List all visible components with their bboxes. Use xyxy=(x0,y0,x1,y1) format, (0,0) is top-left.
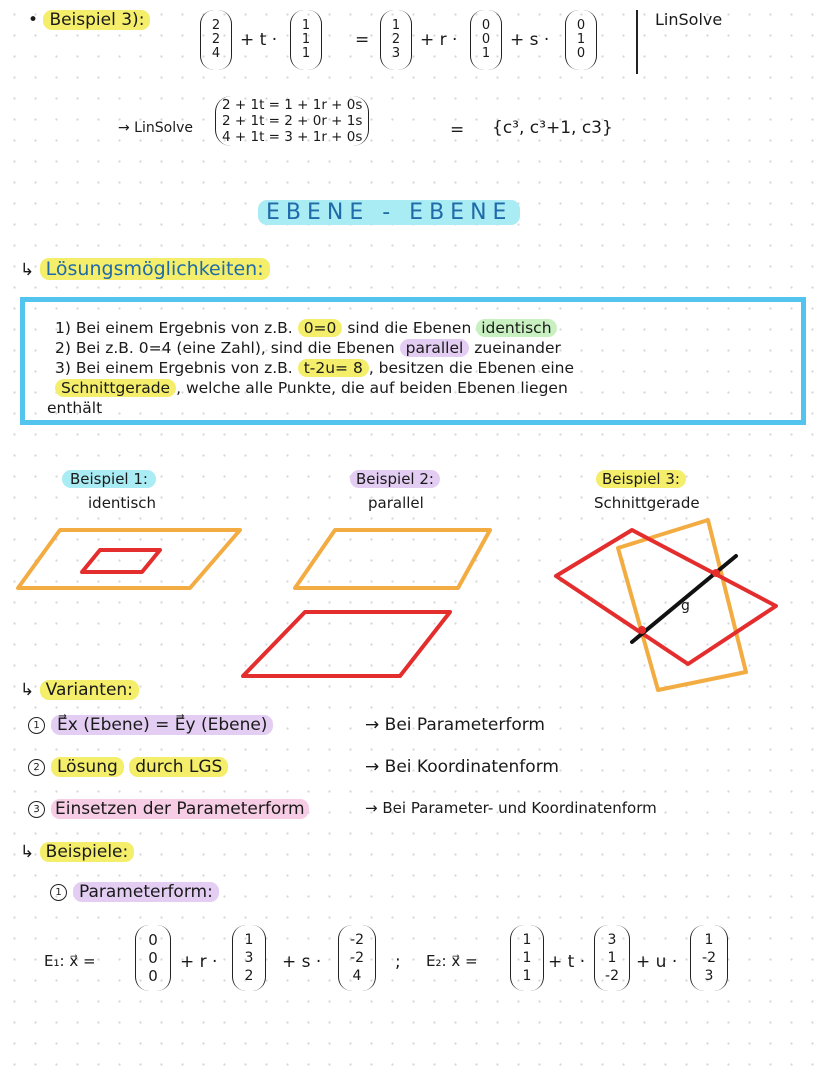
op-s: + s · xyxy=(510,30,550,50)
e2-v2-y: -2 xyxy=(702,950,716,966)
equation-2: 2 + 1t = 2 + 0r + 1s xyxy=(222,113,363,129)
vector-c-y: 2 xyxy=(391,32,401,47)
variant-2-highlight: Lösung xyxy=(51,757,124,777)
variant-2-text: durch LGS xyxy=(129,757,228,777)
variant-1 xyxy=(28,715,273,735)
number-1-icon: 1 xyxy=(50,884,67,901)
e2-v0-x: 1 xyxy=(522,932,532,948)
e1-v1-x: 1 xyxy=(244,932,254,948)
arrow-right-icon: → xyxy=(365,757,380,777)
vector-a-z: 4 xyxy=(211,46,221,61)
solution-2-text-b: zueinander xyxy=(474,339,561,357)
variant-3-text: Einsetzen der Parameterform xyxy=(51,799,309,819)
variant-2 xyxy=(28,757,228,777)
solution-line-5: enthält xyxy=(47,399,103,417)
vector-b-z: 1 xyxy=(301,46,311,61)
e1-v0-x: 0 xyxy=(148,931,158,949)
e1-v2-x: -2 xyxy=(350,932,364,948)
equation-3: 4 + 1t = 3 + 1r + 0s xyxy=(222,129,363,145)
vector-d-x: 0 xyxy=(481,18,491,33)
e2-v0-z: 1 xyxy=(522,968,532,984)
e1-v2-z: 4 xyxy=(352,968,362,984)
e1-v0-y: 0 xyxy=(148,949,158,967)
plane-2-bottom xyxy=(243,612,450,676)
variant-2-note-line xyxy=(365,757,559,777)
e1-label: E₁: x⃗ = xyxy=(44,952,96,970)
linsolve-label: → LinSolve xyxy=(118,120,193,136)
e2-op-t: + t · xyxy=(548,952,586,972)
arrow-icon: ↳ xyxy=(20,842,35,862)
section-title: EBENE - EBENE xyxy=(258,200,520,225)
e1-op-r: + r · xyxy=(180,952,218,972)
e2-v1-x: 3 xyxy=(607,932,617,948)
vector-e-z: 0 xyxy=(576,46,586,61)
vector-b-x: 1 xyxy=(301,18,311,33)
bullet: • xyxy=(28,10,39,30)
solution-1-text: 1) Bei einem Ergebnis von z.B. xyxy=(55,319,293,337)
arrow-right-icon: → xyxy=(365,715,380,735)
beispiele-heading: Beispiele: xyxy=(40,842,135,862)
solution-3-highlight: t-2u= 8 xyxy=(298,359,369,377)
solution-1-text-b: sind die Ebenen xyxy=(347,319,472,337)
beispiel-item-text: Parameterform: xyxy=(73,882,219,902)
plane-2-top xyxy=(295,530,490,588)
e1-direction-1 xyxy=(232,925,266,991)
example-2-title: Beispiel 2: xyxy=(350,470,440,488)
solution-2-text: 2) Bei z.B. 0=4 (eine Zahl), sind die Ebenen xyxy=(55,339,395,357)
example-3-title: Beispiel 3: xyxy=(596,470,686,488)
e2-support-vector xyxy=(510,925,544,991)
vector-a-x: 2 xyxy=(211,18,221,33)
solution-4-text: , welche alle Punkte, die auf beiden Ebenen liegen xyxy=(176,379,568,397)
example3-heading: Beispiel 3): xyxy=(43,10,150,30)
variant-3-note-line xyxy=(365,799,657,817)
variants-heading: Varianten: xyxy=(40,680,139,700)
solution-1-highlight-2: identisch xyxy=(476,319,556,337)
example-1-subtitle: identisch xyxy=(88,494,157,512)
variant-1-note: Bei Parameterform xyxy=(384,715,545,735)
solution-2-highlight: parallel xyxy=(400,339,470,357)
e1-op-s: + s · xyxy=(282,952,322,972)
separator: ; xyxy=(395,952,401,972)
e2-v2-x: 1 xyxy=(704,932,714,948)
vector-d-z: 1 xyxy=(481,46,491,61)
solution-3-text-b: , besitzen die Ebenen eine xyxy=(368,359,575,377)
line-label-g: g xyxy=(681,598,690,614)
intersection-point-2 xyxy=(712,569,720,577)
vector-a-y: 2 xyxy=(211,32,221,47)
variant-3 xyxy=(28,799,309,819)
arrow-right-icon: → xyxy=(365,799,378,817)
op-r: + r · xyxy=(420,30,458,50)
e1-support-vector xyxy=(135,925,171,991)
number-2-icon: 2 xyxy=(28,759,45,776)
e1-v0-z: 0 xyxy=(148,967,158,985)
variant-2-note: Bei Koordinatenform xyxy=(384,757,559,777)
e1-v1-z: 2 xyxy=(244,968,254,984)
e2-v0-y: 1 xyxy=(522,950,532,966)
e2-label: E₂: x⃗ = xyxy=(426,952,478,970)
e2-direction-2 xyxy=(690,925,728,991)
solution-1-highlight: 0=0 xyxy=(298,319,343,337)
e1-v1-y: 3 xyxy=(244,950,254,966)
e2-v2-z: 3 xyxy=(704,968,714,984)
example-1-title: Beispiel 1: xyxy=(62,470,156,488)
number-3-icon: 3 xyxy=(28,801,45,818)
beispiel-item xyxy=(50,882,219,902)
e1-direction-2 xyxy=(338,925,376,991)
intersection-point-1 xyxy=(638,626,646,634)
e2-v1-z: -2 xyxy=(605,968,619,984)
variant-1-note-line xyxy=(365,715,545,735)
linsolve-note: LinSolve xyxy=(655,10,723,29)
vector-e-x: 0 xyxy=(576,18,586,33)
number-1-icon: 1 xyxy=(28,717,45,734)
system-equals: = xyxy=(450,120,465,140)
solution-3-text: 3) Bei einem Ergebnis von z.B. xyxy=(55,359,293,377)
op-t: + t · xyxy=(240,30,278,50)
e2-op-u: + u · xyxy=(636,952,678,972)
e1-v2-y: -2 xyxy=(350,950,364,966)
example-2-subtitle: parallel xyxy=(368,494,424,512)
plane-3-red xyxy=(556,530,776,664)
example-3-subtitle: Schnittgerade xyxy=(594,494,700,512)
solution-4-highlight: Schnittgerade xyxy=(55,379,176,397)
e2-direction-1 xyxy=(594,925,630,991)
variant-3-note: Bei Parameter- und Koordinatenform xyxy=(382,799,657,817)
solutions-heading: Lösungsmöglichkeiten: xyxy=(40,258,270,280)
arrow-icon: ↳ xyxy=(20,680,35,700)
e2-v1-y: 1 xyxy=(607,950,617,966)
variant-1-text: E⃗x (Ebene) = E⃗y (Ebene) xyxy=(51,715,273,735)
vector-c-z: 3 xyxy=(391,46,401,61)
vector-e-y: 1 xyxy=(576,32,586,47)
arrow-icon: ↳ xyxy=(20,260,35,280)
vector-d-y: 0 xyxy=(481,32,491,47)
plane-1-inner xyxy=(82,550,160,572)
plane-1-outer xyxy=(18,530,240,588)
equation-1: 2 + 1t = 1 + 1r + 0s xyxy=(222,97,363,113)
linsolve-result: {c³, c³+1, c3} xyxy=(492,118,613,138)
vector-c-x: 1 xyxy=(391,18,401,33)
equals-sign: = xyxy=(355,30,370,50)
variants-heading-line xyxy=(20,680,139,700)
beispiele-heading-line xyxy=(20,842,134,862)
vector-b-y: 1 xyxy=(301,32,311,47)
